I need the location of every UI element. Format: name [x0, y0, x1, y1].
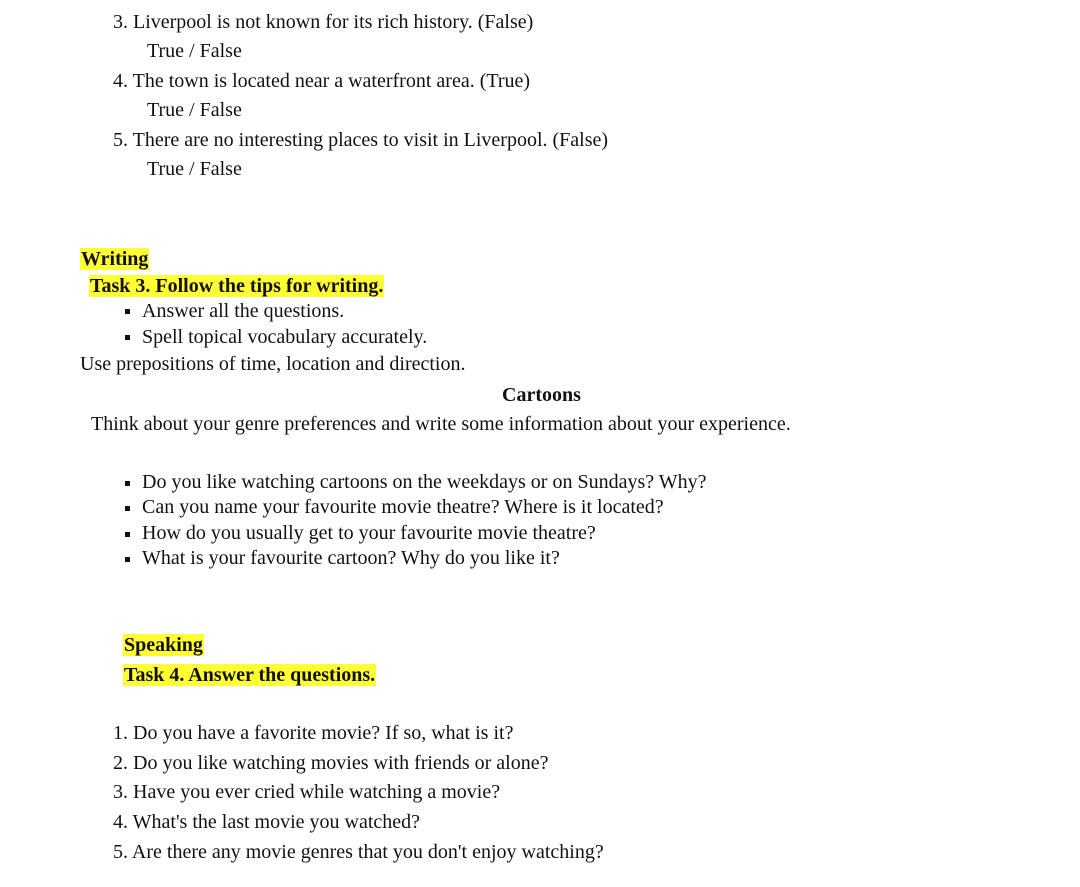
statement-text: There are no interesting places to visit in Liverpool. (False): [132, 129, 609, 151]
speaking-task-title: [123, 663, 376, 687]
bullet-icon: [125, 481, 130, 486]
statement-text: Liverpool is not known for its rich history. (False): [133, 11, 534, 33]
bullet-icon: [125, 335, 130, 340]
writing-question: Can you name your favourite movie theatre? Where is it located?: [142, 496, 664, 518]
question-number: 1.: [113, 722, 128, 744]
tip-extra: Use prepositions of time, location and direction.: [80, 353, 466, 375]
tip-item: Answer all the questions.: [142, 300, 345, 322]
writing-question: What is your favourite cartoon? Why do you like it?: [142, 547, 560, 569]
writing-question: Do you like watching cartoons on the weekdays or on Sundays? Why?: [142, 471, 707, 493]
question-number: 5.: [113, 841, 128, 863]
statement-4: [113, 69, 530, 93]
speaking-question: [113, 721, 513, 745]
speaking-question: [113, 840, 604, 864]
speaking-question: [113, 810, 420, 834]
question-text: Have you ever cried while watching a movie?: [133, 781, 501, 803]
question-number: 4.: [113, 811, 128, 833]
writing-question: How do you usually get to your favourite movie theatre?: [142, 522, 596, 544]
speaking-section-label: [123, 633, 204, 657]
writing-section-label: [80, 247, 149, 271]
statement-5: [113, 128, 608, 152]
statement-number: 3.: [113, 11, 128, 33]
task-heading: Task 3. Follow the tips for writing.: [90, 275, 384, 297]
section-heading: Speaking: [124, 634, 203, 656]
question-text: Are there any movie genres that you don't enjoy watching?: [131, 841, 604, 863]
question-number: 3.: [113, 781, 128, 803]
bullet-icon: [125, 506, 130, 511]
tip-item: Spell topical vocabulary accurately.: [142, 326, 428, 348]
writing-task-title: [89, 274, 384, 298]
bullet-icon: [125, 532, 130, 537]
task-heading: Task 4. Answer the questions.: [124, 664, 376, 686]
section-heading: Writing: [81, 248, 149, 270]
question-text: Do you have a favorite movie? If so, what is it?: [133, 722, 514, 744]
statement-text: The town is located near a waterfront area. (True): [132, 70, 531, 92]
topic-title: Cartoons: [502, 384, 581, 406]
statement-number: 4.: [113, 70, 128, 92]
writing-prompt: Think about your genre preferences and write some information about your experience.: [91, 413, 791, 435]
bullet-icon: [125, 557, 130, 562]
speaking-question: [113, 751, 548, 775]
true-false-options: True / False: [147, 99, 242, 121]
true-false-options: True / False: [147, 40, 242, 62]
true-false-options: True / False: [147, 158, 242, 180]
question-number: 2.: [113, 752, 128, 774]
speaking-question: [113, 780, 500, 804]
statement-3: [113, 10, 533, 34]
statement-number: 5.: [113, 129, 128, 151]
question-text: What's the last movie you watched?: [132, 811, 421, 833]
question-text: Do you like watching movies with friends or alone?: [133, 752, 549, 774]
bullet-icon: [125, 309, 130, 314]
